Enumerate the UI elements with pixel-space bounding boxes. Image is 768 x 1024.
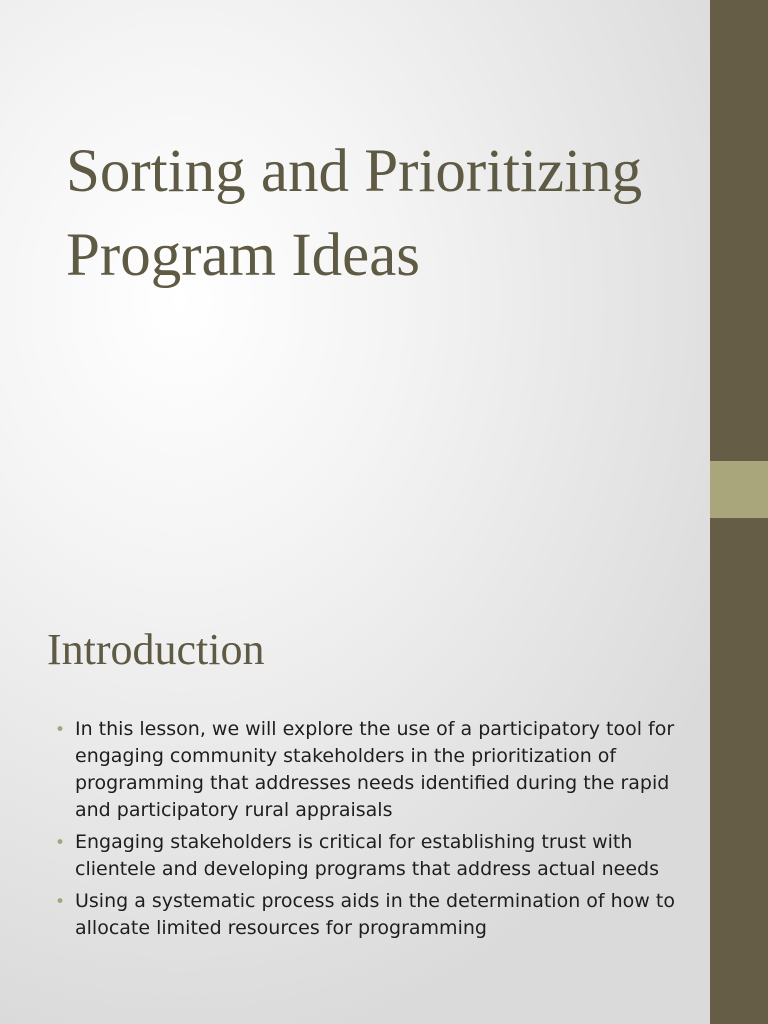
list-item xyxy=(55,888,685,942)
bullet-icon: • xyxy=(55,892,66,912)
bullet-text: In this lesson, we will explore the use of a participatory tool for engaging community stakeholders in the prioritization of programming that addresses needs identified during the rapid and participatory rural appraisals xyxy=(75,718,675,821)
bullet-icon: • xyxy=(55,720,66,740)
bullet-list xyxy=(55,716,685,947)
bullet-text: Engaging stakeholders is critical for establishing trust with clientele and developing programs that address actual needs xyxy=(75,831,660,880)
decorative-side-bar xyxy=(710,0,768,1024)
introduction-slide xyxy=(0,560,710,1024)
section-heading: Introduction xyxy=(47,625,265,674)
side-bar-accent xyxy=(710,461,768,518)
slide-title: Sorting and Prioritizing Program Ideas xyxy=(66,138,643,289)
list-item xyxy=(55,716,685,824)
bullet-text: Using a systematic process aids in the determination of how to allocate limited resources for programming xyxy=(75,890,675,939)
bullet-icon: • xyxy=(55,833,66,853)
list-item xyxy=(55,829,685,883)
